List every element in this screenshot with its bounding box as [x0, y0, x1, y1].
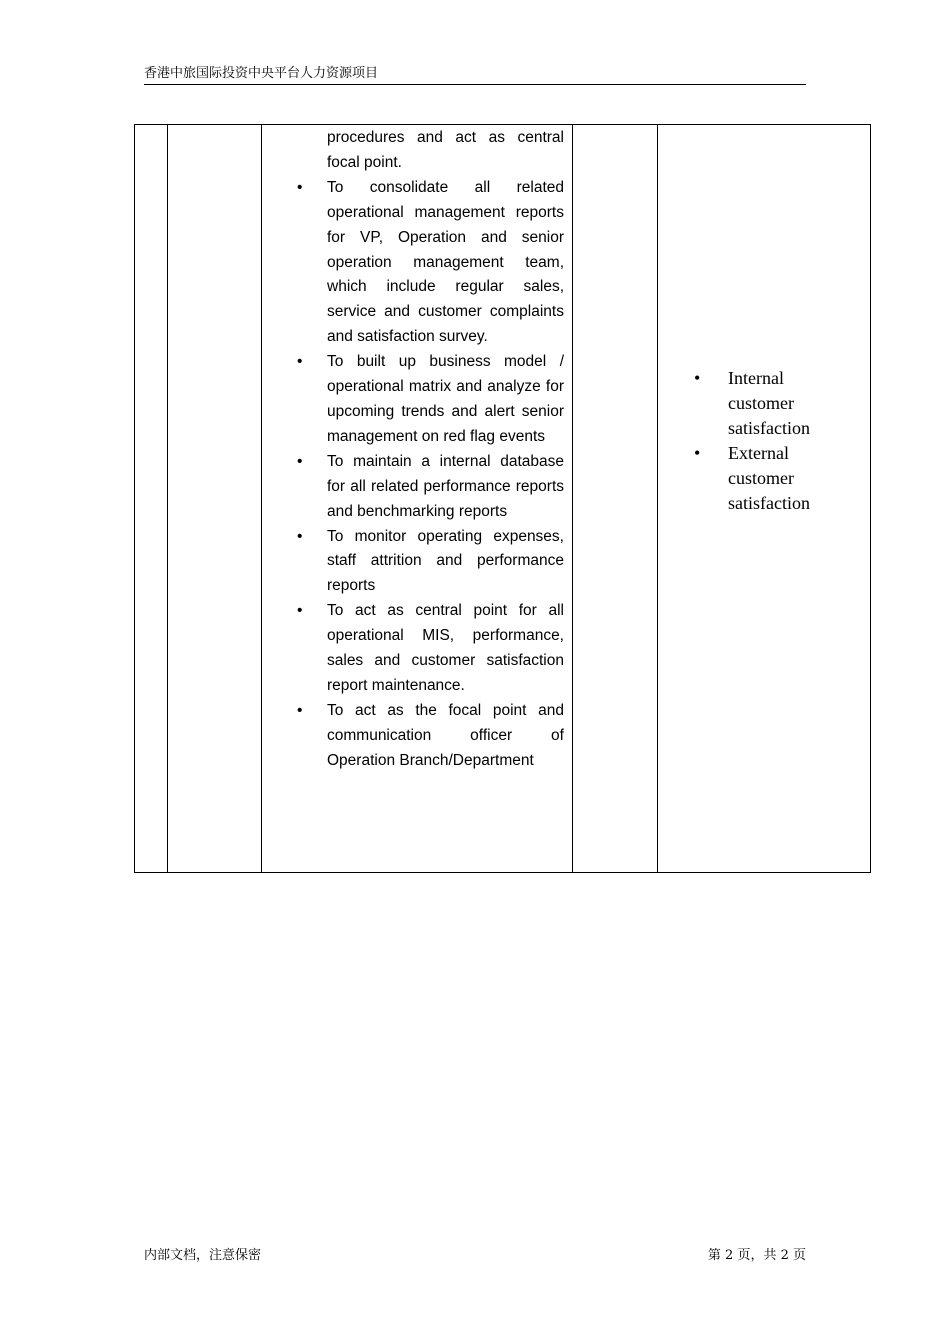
- kpi-item: [658, 441, 828, 516]
- kpi-list: [658, 366, 870, 516]
- table-cell-index: [135, 125, 168, 873]
- bullet-icon: •: [297, 178, 303, 196]
- duty-text: To act as the focal point and communication officer of Operation Branch/Department: [327, 701, 564, 769]
- duty-item: [262, 176, 564, 350]
- table-cell-duties: [262, 125, 573, 873]
- duty-text: To maintain a internal database for all related performance reports and benchmarking reports: [327, 452, 564, 520]
- duty-item: [262, 599, 564, 699]
- duty-item: [262, 126, 564, 176]
- kpi-text: Internal customer satisfaction: [728, 368, 810, 438]
- duty-item: [262, 699, 564, 774]
- duties-list: [262, 125, 572, 774]
- duty-item: [262, 525, 564, 600]
- table-cell-position: [168, 125, 262, 873]
- bullet-icon: •: [297, 452, 303, 470]
- bullet-icon: •: [694, 368, 701, 388]
- table-cell-weight: [573, 125, 658, 873]
- page-header: [144, 64, 806, 85]
- table-row: [135, 125, 871, 873]
- footer-page-number: 第 2 页，共 2 页: [707, 1248, 806, 1263]
- kpi-item: [658, 366, 828, 441]
- table-cell-kpi: [658, 125, 871, 873]
- duty-text: To consolidate all related operational management reports for VP, Operation and senior operation management team, which include regular sales, service and customer complaints and satisfaction survey.: [327, 178, 564, 346]
- bullet-icon: •: [297, 602, 303, 620]
- footer-confidential-note: 内部文档，注意保密: [144, 1248, 262, 1263]
- duty-text: To built up business model / operational matrix and analyze for upcoming trends and alert senior management on red flag events: [327, 353, 564, 445]
- job-description-table: [134, 124, 871, 873]
- duty-item: [262, 450, 564, 525]
- duty-text: To act as central point for all operational MIS, performance, sales and customer satisfaction report maintenance.: [327, 602, 564, 694]
- bullet-icon: •: [297, 701, 303, 719]
- duty-text: procedures and act as central focal point.: [327, 129, 564, 171]
- header-title: 香港中旅国际投资中央平台人力资源项目: [144, 66, 379, 81]
- duty-text: To monitor operating expenses, staff attrition and performance reports: [327, 527, 564, 595]
- bullet-icon: •: [694, 443, 701, 463]
- bullet-icon: •: [297, 353, 303, 371]
- kpi-text: External customer satisfaction: [728, 443, 810, 513]
- duty-item: [262, 350, 564, 450]
- bullet-icon: •: [297, 527, 303, 545]
